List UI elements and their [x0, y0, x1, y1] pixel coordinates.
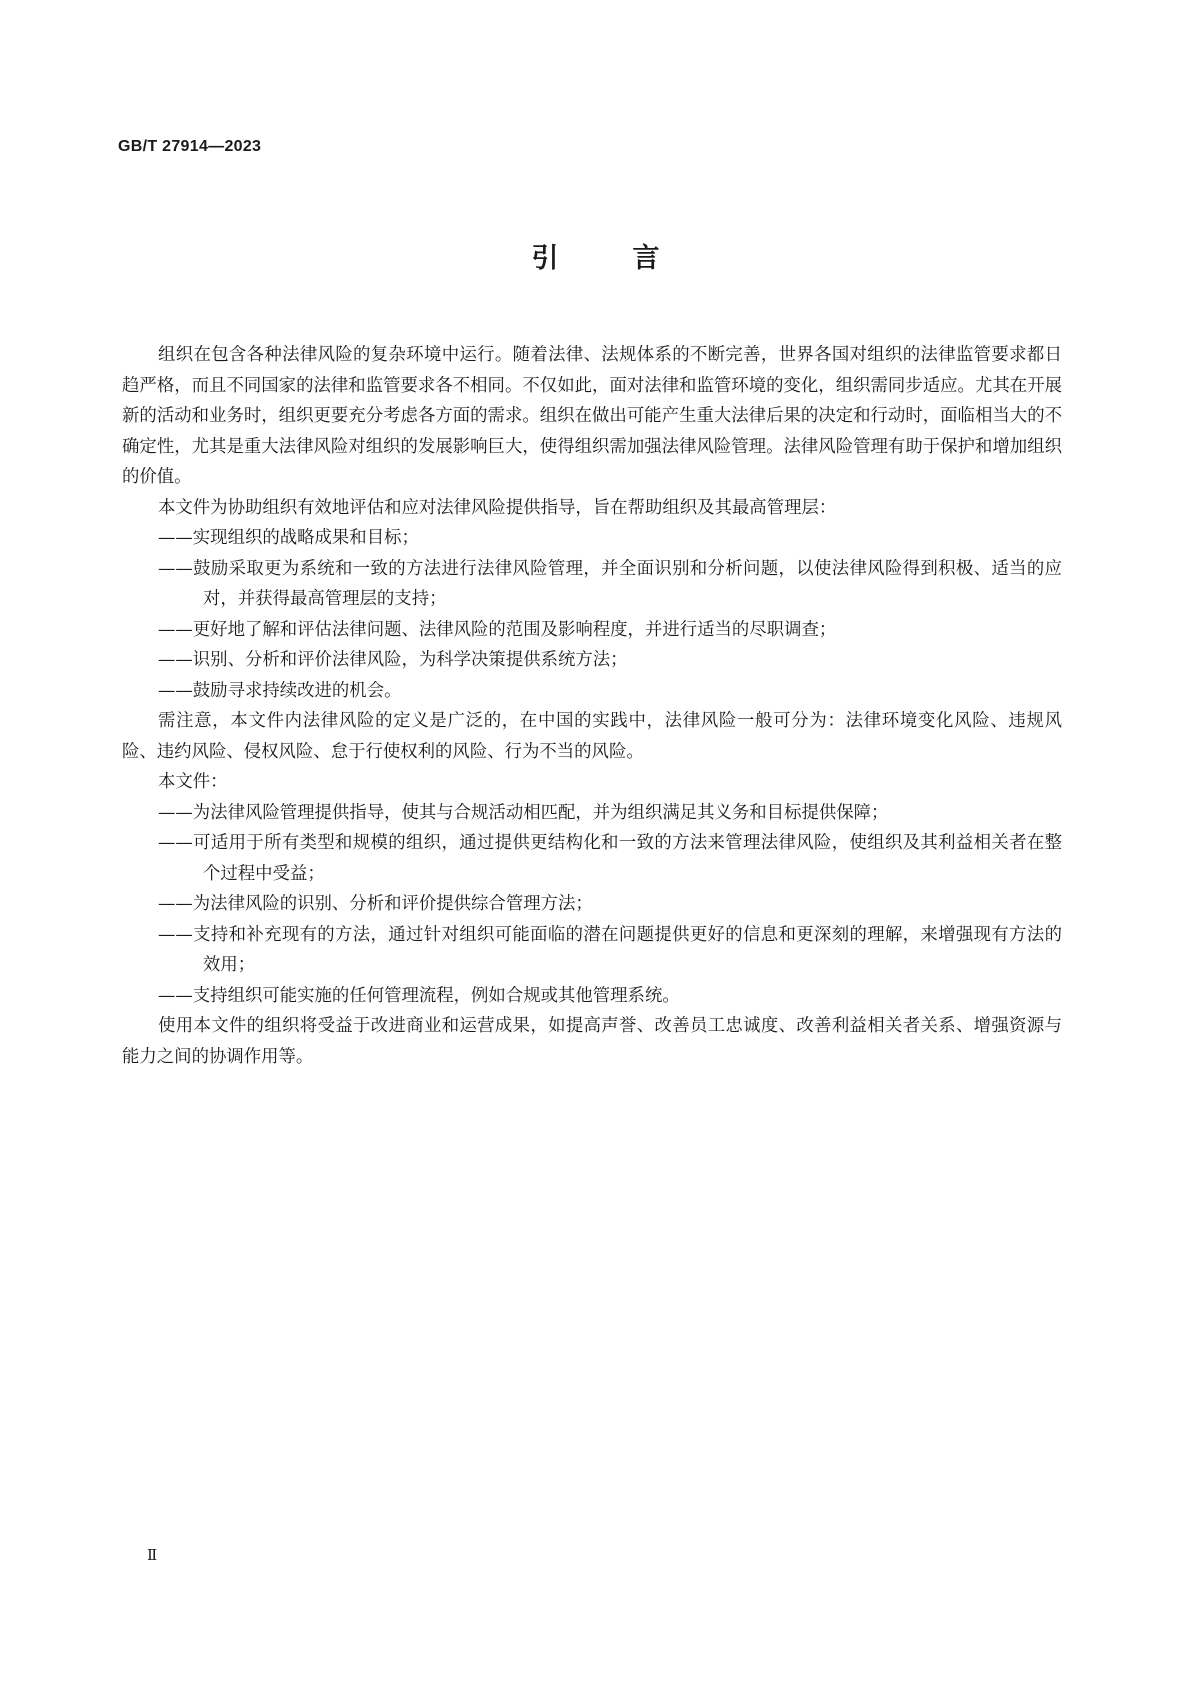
dash-list-item: ——支持组织可能实施的任何管理流程，例如合规或其他管理系统。	[158, 985, 680, 1006]
dash-list-item: ——识别、分析和评价法律风险，为科学决策提供系统方法；	[158, 650, 628, 670]
dash-list-item: ——支持和补充现有的方法，通过针对组织可能面临的潜在问题提供更好的信息和更深刻的理解，来增强现有方法的效用；	[158, 924, 1062, 975]
body-paragraph: 本文件：	[158, 772, 228, 792]
document-body	[122, 340, 1062, 1072]
page-number: Ⅱ	[147, 1546, 158, 1564]
dash-list-item: ——更好地了解和评估法律问题、法律风险的范围及影响程度，并进行适当的尽职调查；	[158, 619, 837, 640]
body-paragraph: 需注意，本文件内法律风险的定义是广泛的，在中国的实践中，法律风险一般可分为：法律环境变化风险、违规风险、违约风险、侵权风险、怠于行使权利的风险、行为不当的风险。	[122, 711, 1062, 762]
body-paragraph: 本文件为协助组织有效地评估和应对法律风险提供指导，旨在帮助组织及其最高管理层：	[158, 497, 837, 518]
dash-list-item: ——为法律风险的识别、分析和评价提供综合管理方法；	[158, 894, 593, 914]
dash-list-item: ——可适用于所有类型和规模的组织，通过提供更结构化和一致的方法来管理法律风险，使组织及其利益相关者在整个过程中受益；	[158, 833, 1062, 884]
dash-list-item: ——实现组织的战略成果和目标；	[158, 528, 419, 548]
body-paragraph: 使用本文件的组织将受益于改进商业和运营成果，如提高声誉、改善员工忠诚度、改善利益相关者关系、增强资源与能力之间的协调作用等。	[122, 1016, 1062, 1067]
dash-list-item: ——鼓励采取更为系统和一致的方法进行法律风险管理，并全面识别和分析问题，以使法律风险得到积极、适当的应对，并获得最高管理层的支持；	[158, 558, 1062, 609]
dash-list-item: ——鼓励寻求持续改进的机会。	[158, 680, 402, 701]
body-paragraph: 组织在包含各种法律风险的复杂环境中运行。随着法律、法规体系的不断完善，世界各国对组织的法律监管要求都日趋严格，而且不同国家的法律和监管要求各不相同。不仅如此，面对法律和监管环境的变化，组织需同步适应。尤其在开展新的活动和业务时，组织更要充分考虑各方面的需求。组织在做出可能产生重大法律后果的决定和行动时，面临相当大的不确定性，尤其是重大法律风险对组织的发展影响巨大，使得组织需加强法律风险管理。法律风险管理有助于保护和增加组织的价值。	[122, 345, 1062, 487]
page-title: 引言	[531, 243, 734, 274]
dash-list-item: ——为法律风险管理提供指导，使其与合规活动相匹配，并为组织满足其义务和目标提供保障；	[158, 802, 889, 823]
document-number: GB/T 27914—2023	[118, 138, 262, 155]
